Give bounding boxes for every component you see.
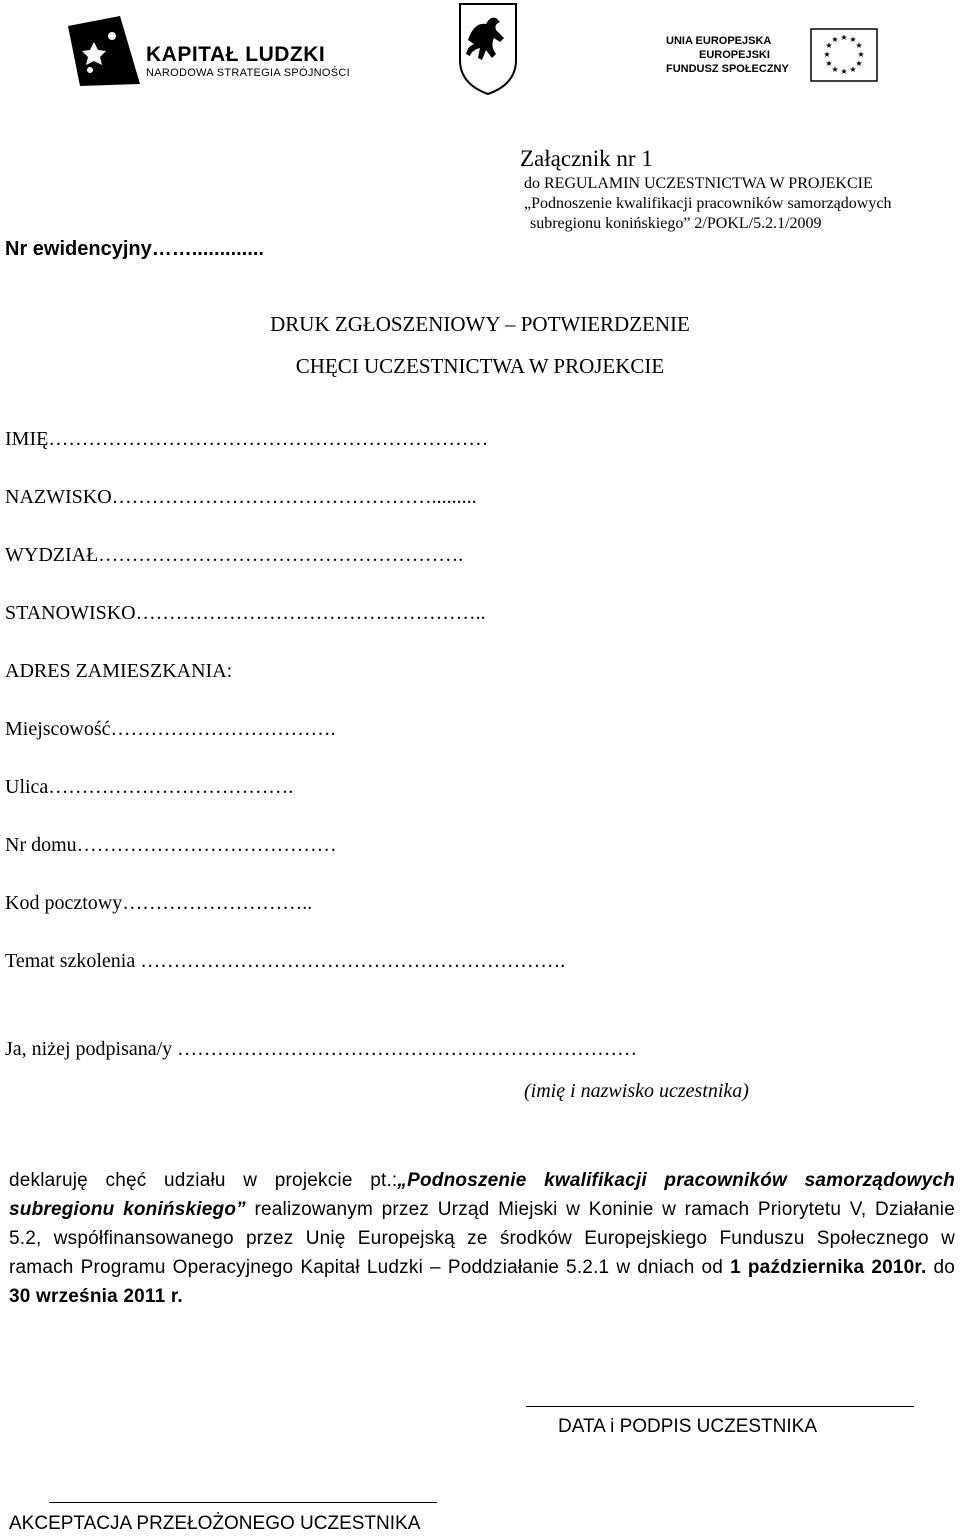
- annex-line-2: „Podnoszenie kwalifikacji pracowników samorządowych: [524, 195, 892, 212]
- declaration-part-2: realizowanym przez Urząd Miejski w Koninie w ramach Priorytetu V, Działanie 5.2, współfinansowanego przez Unię Europejską ze środków Europejskiego Funduszu Społecznego w ramach Programu Operacyjnego Kapitał Ludzki – Poddziałanie 5.2.1 w dniach od: [9, 1199, 956, 1278]
- field-miejscowosc[interactable]: Miejscowość…………………………….: [5, 718, 336, 740]
- svg-text:★: ★: [831, 65, 839, 74]
- field-temat-szkolenia[interactable]: Temat szkolenia ……………………………………………………….: [5, 950, 566, 972]
- declaration-part-3: do: [926, 1257, 955, 1278]
- form-heading-line-2: CHĘCI UCZESTNICTWA W PROJEKCIE: [295, 354, 665, 378]
- eu-line-3: FUNDUSZ SPOŁECZNY: [666, 63, 789, 75]
- kapital-ludzki-logo-text: [146, 44, 350, 80]
- svg-text:★: ★: [840, 67, 848, 76]
- declaration-paragraph: [9, 1166, 955, 1311]
- field-nr-domu[interactable]: Nr domu…………………………………: [5, 834, 337, 856]
- svg-text:★: ★: [855, 59, 863, 68]
- annex-block: [520, 144, 891, 234]
- field-ulica[interactable]: Ulica……………………………….: [5, 776, 294, 798]
- kapital-ludzki-subtitle: NARODOWA STRATEGIA SPÓJNOŚCI: [146, 67, 350, 79]
- eu-flag-icon: [810, 28, 878, 82]
- kapital-ludzki-title: KAPITAŁ LUDZKI: [146, 43, 326, 66]
- declaration-part-1: deklaruję chęć udziału w projekcie pt.:: [9, 1170, 398, 1191]
- field-stanowisko[interactable]: STANOWISKO……………………………………………..: [5, 602, 486, 624]
- svg-text:★: ★: [831, 35, 839, 44]
- svg-text:★: ★: [855, 41, 863, 50]
- participant-signature-line[interactable]: [526, 1406, 914, 1407]
- supervisor-signature-line[interactable]: [49, 1502, 437, 1503]
- address-label: ADRES ZAMIESZKANIA:: [5, 660, 233, 682]
- svg-text:★: ★: [825, 41, 833, 50]
- annex-line-3: subregionu konińskiego” 2/POKL/5.2.1/2009: [530, 215, 822, 232]
- eu-line-2: EUROPEJSKI: [699, 49, 770, 61]
- field-kod-pocztowy[interactable]: Kod pocztowy………………………..: [5, 892, 313, 914]
- svg-text:★: ★: [823, 50, 831, 59]
- supervisor-signature-label: AKCEPTACJA PRZEŁOŻONEGO UCZESTNIKA: [9, 1513, 421, 1534]
- eu-line-1: UNIA EUROPEJSKA: [666, 35, 772, 47]
- annex-title: Załącznik nr 1: [520, 146, 653, 171]
- form-heading-line-1: DRUK ZGŁOSZENIOWY – POTWIERDZENIE: [270, 312, 690, 336]
- field-nazwisko[interactable]: NAZWISKO………………………………………….........: [5, 486, 477, 508]
- date-to: 30 września 2011 r.: [9, 1286, 183, 1307]
- horse-crest-icon: [456, 0, 520, 96]
- annex-line-1: do REGULAMIN UCZESTNICTWA W PROJEKCIE: [524, 175, 873, 192]
- svg-text:★: ★: [857, 50, 865, 59]
- field-wydzial[interactable]: WYDZIAŁ……………………………………………….: [5, 544, 464, 566]
- field-participant-name[interactable]: Ja, niżej podpisana/y ……………………………………………………………: [5, 1038, 638, 1060]
- svg-text:★: ★: [849, 65, 857, 74]
- participant-signature-label: DATA i PODPIS UCZESTNIKA: [558, 1416, 818, 1437]
- eu-logo-text: [666, 34, 789, 76]
- svg-text:★: ★: [840, 33, 848, 42]
- svg-text:★: ★: [849, 35, 857, 44]
- svg-text:★: ★: [825, 59, 833, 68]
- field-imie[interactable]: IMIĘ…………………………………………………………: [5, 428, 489, 450]
- registration-number: Nr ewidencyjny…….............: [5, 238, 264, 260]
- participant-name-note: (imię i nazwisko uczestnika): [524, 1080, 749, 1102]
- project-name: „Podnoszenie kwalifikacji pracowników samorządowych subregionu konińskiego”: [9, 1170, 955, 1220]
- date-from: 1 października 2010r.: [730, 1257, 927, 1278]
